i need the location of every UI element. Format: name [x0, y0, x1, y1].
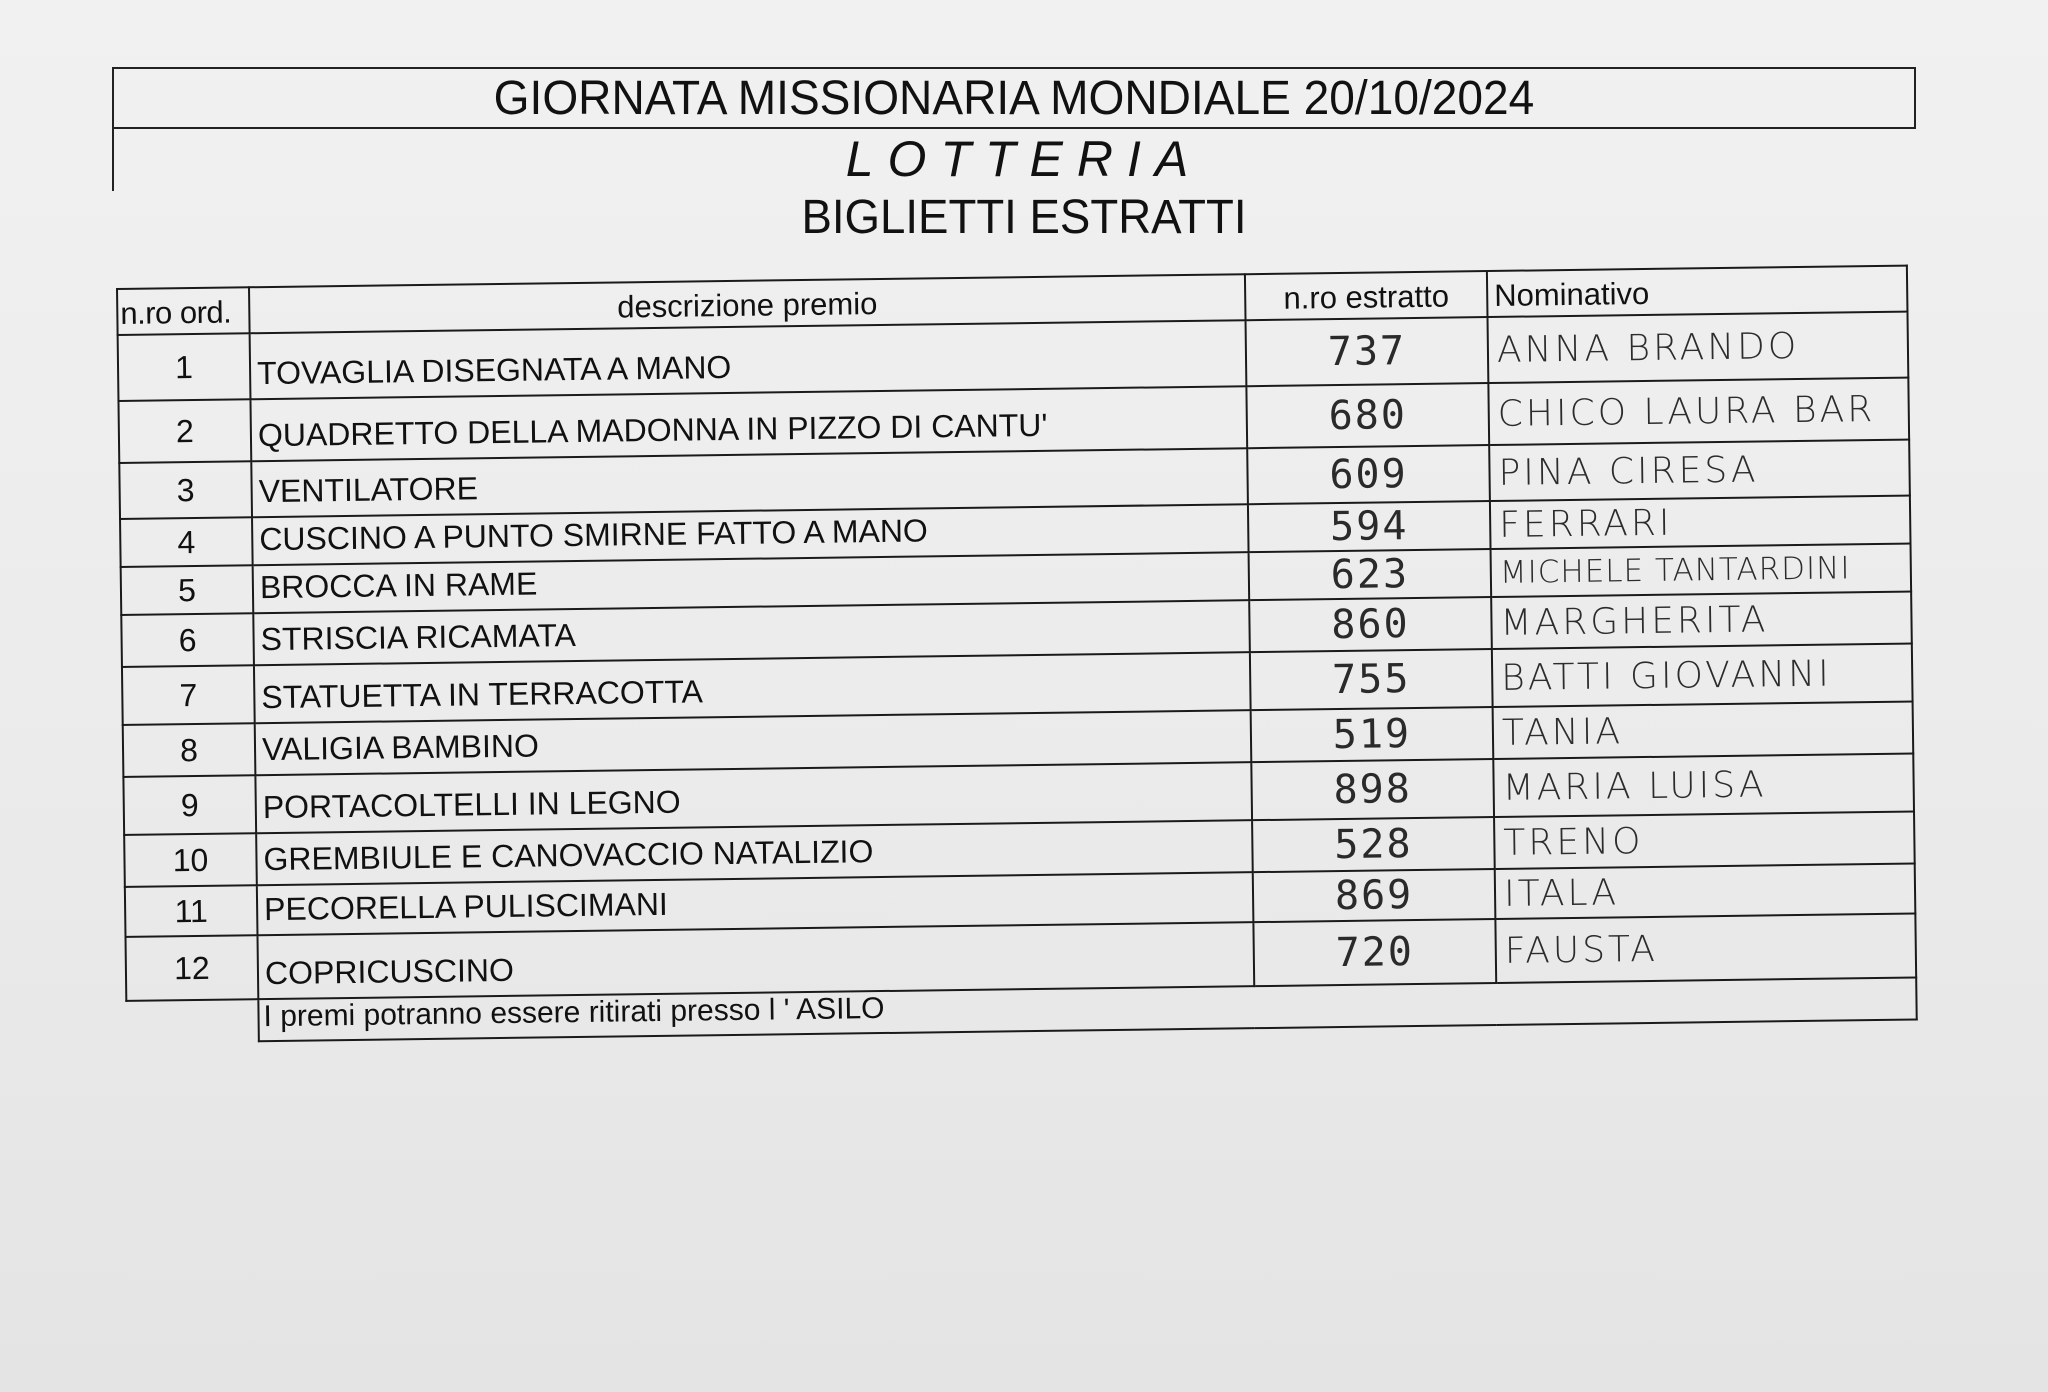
prize-description-cell: CUSCINO A PUNTO SMIRNE FATTO A MANO — [252, 504, 1249, 565]
title-box — [112, 67, 1916, 129]
ticket-number-cell: 594 — [1248, 501, 1491, 552]
ticket-number-cell: 623 — [1249, 549, 1492, 600]
ticket-number-cell: 869 — [1253, 869, 1496, 922]
order-cell: 5 — [121, 565, 254, 615]
winner-name-cell: ANNA BRANDO — [1487, 312, 1908, 383]
winner-name-cell: FAUSTA — [1495, 914, 1916, 983]
prize-description-cell: VALIGIA BAMBINO — [255, 710, 1252, 775]
order-cell: 1 — [118, 333, 251, 401]
winner-name-cell: PINA CIRESA — [1489, 440, 1910, 501]
order-cell: 12 — [125, 935, 258, 1001]
ticket-number-cell: 860 — [1249, 597, 1492, 652]
column-header-ticket-number: n.ro estratto — [1245, 271, 1488, 320]
ticket-number-cell: 609 — [1247, 445, 1490, 504]
prize-description-cell: GREMBIULE E CANOVACCIO NATALIZIO — [256, 820, 1253, 885]
order-cell: 2 — [118, 399, 251, 463]
prize-description-cell: BROCCA IN RAME — [253, 552, 1250, 613]
order-cell: 9 — [123, 775, 256, 835]
ticket-number-cell: 755 — [1250, 649, 1493, 710]
column-header-winner-name: Nominativo — [1487, 266, 1908, 317]
order-cell: 8 — [123, 723, 256, 777]
column-header-description: descrizione premio — [249, 274, 1246, 333]
order-cell: 3 — [119, 461, 252, 519]
prize-description-cell: VENTILATORE — [251, 448, 1248, 517]
ticket-number-cell: 898 — [1251, 759, 1494, 820]
winner-name-cell: ITALA — [1495, 864, 1916, 919]
lottery-subtitle: LOTTERIA — [845, 131, 1203, 187]
prize-description-cell: PECORELLA PULISCIMANI — [257, 872, 1254, 935]
winner-name-cell: BATTI GIOVANNI — [1492, 644, 1913, 707]
prize-table-wrapper — [116, 265, 1918, 1044]
order-cell: 7 — [122, 665, 255, 725]
footer-note: I premi potranno essere ritirati presso l ' ASILO — [258, 977, 1916, 1041]
winner-name-cell: MARGHERITA — [1491, 592, 1912, 649]
winner-name-cell: CHICO LAURA BAR — [1488, 378, 1909, 445]
prize-description-cell: STRISCIA RICAMATA — [253, 600, 1250, 665]
prize-description-cell: STATUETTA IN TERRACOTTA — [254, 652, 1251, 723]
ticket-number-cell: 737 — [1246, 317, 1489, 386]
order-cell: 4 — [120, 517, 253, 567]
order-cell: 6 — [121, 613, 254, 667]
column-header-order: n.ro ord. — [117, 287, 250, 335]
ticket-number-cell: 528 — [1252, 817, 1495, 872]
order-cell: 10 — [124, 833, 257, 887]
ticket-number-cell: 519 — [1251, 707, 1494, 762]
order-cell: 11 — [125, 885, 258, 937]
page-title: GIORNATA MISSIONARIA MONDIALE 20/10/2024 — [493, 71, 1535, 125]
ticket-number-cell: 680 — [1246, 383, 1489, 448]
section-title: BIGLIETTI ESTRATTI — [801, 191, 1247, 244]
prize-description-cell: PORTACOLTELLI IN LEGNO — [255, 762, 1252, 833]
footer-empty-cell — [126, 999, 259, 1043]
prize-description-cell: COPRICUSCINO — [257, 922, 1254, 999]
prize-description-cell: TOVAGLIA DISEGNATA A MANO — [250, 320, 1247, 399]
winner-name-cell: MICHELE TANTARDINI — [1491, 544, 1912, 597]
winner-name-cell: FERRARI — [1490, 496, 1911, 549]
ticket-number-cell: 720 — [1253, 919, 1496, 986]
prize-description-cell: QUADRETTO DELLA MADONNA IN PIZZO DI CANTU' — [250, 386, 1247, 461]
winner-name-cell: TANIA — [1493, 702, 1914, 759]
prize-table — [116, 265, 1918, 1044]
winner-name-cell: TRENO — [1494, 812, 1915, 869]
winner-name-cell: MARIA LUISA — [1493, 754, 1914, 817]
